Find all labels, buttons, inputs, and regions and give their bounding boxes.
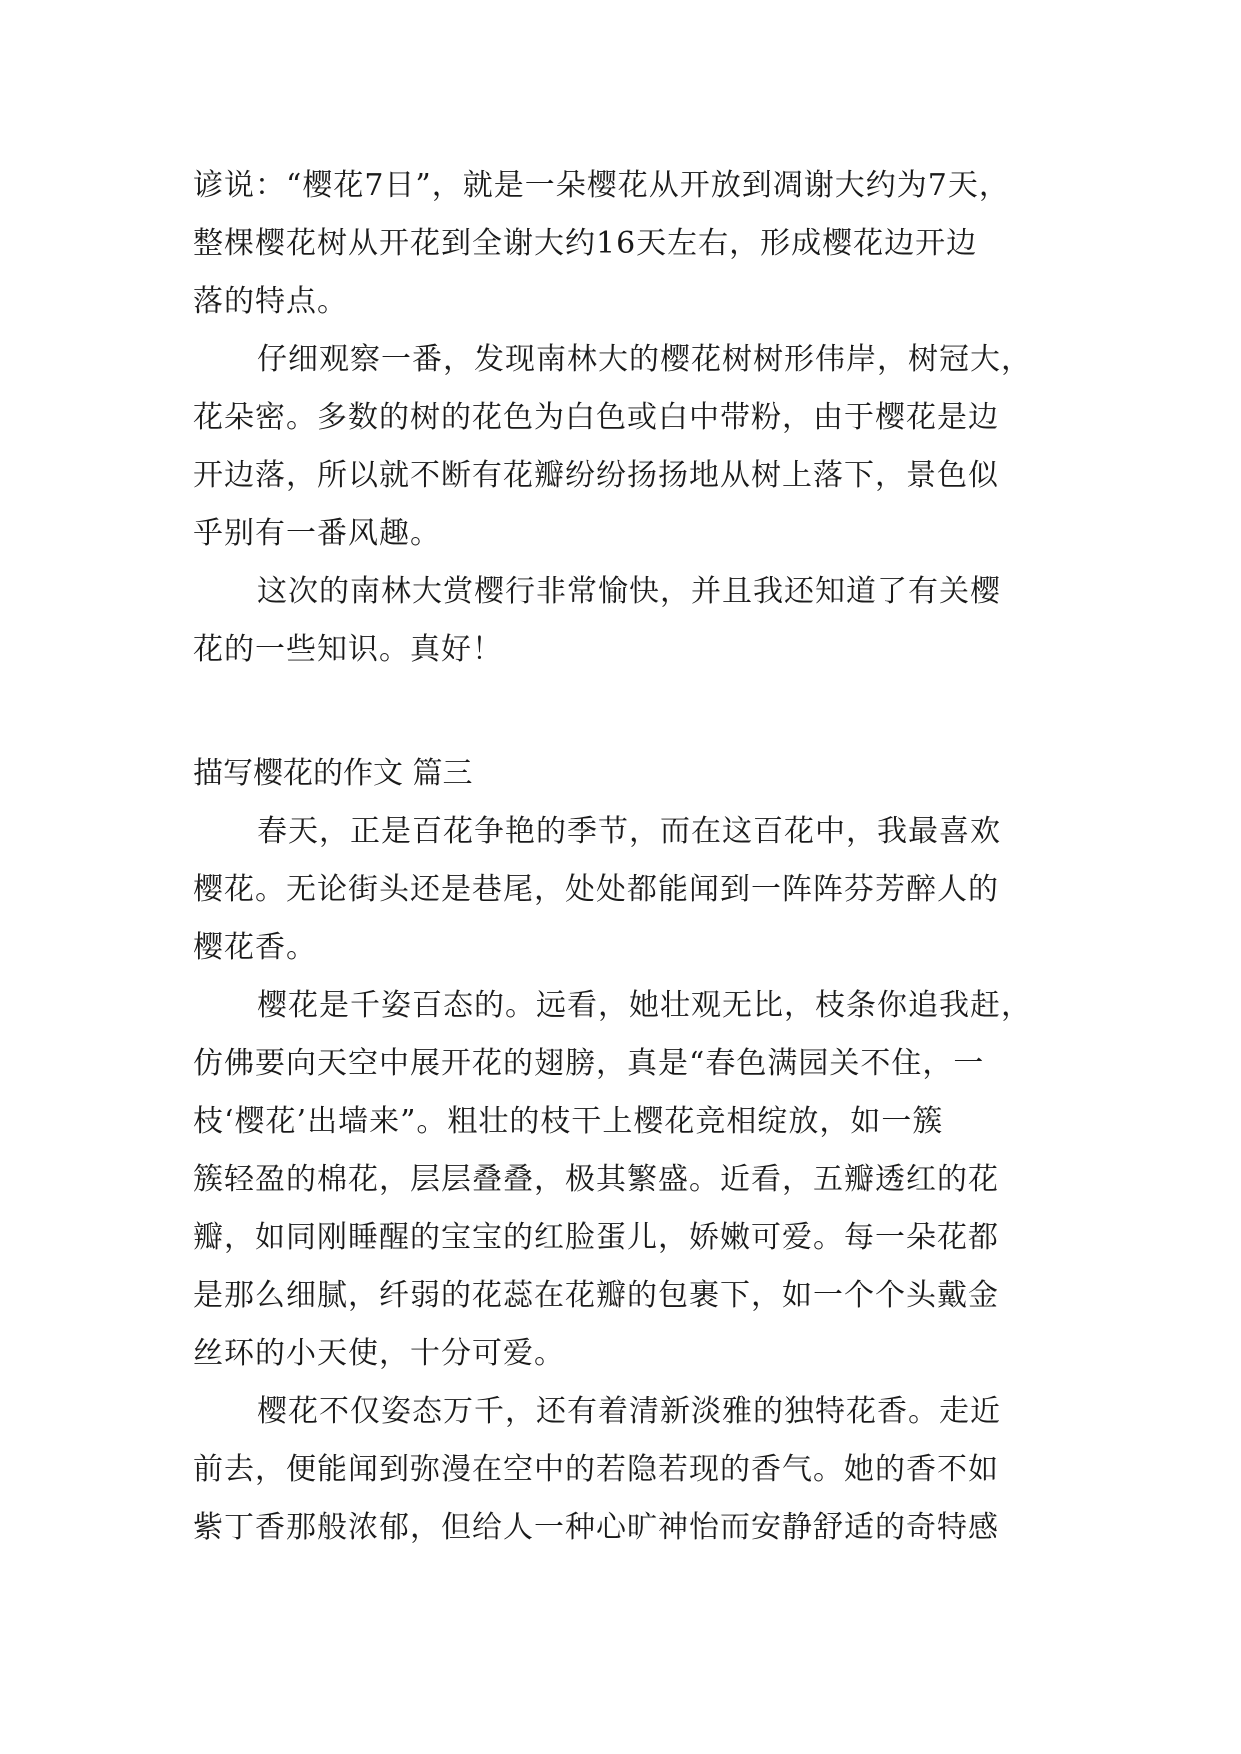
section-paragraph-3-line-3: 紫丁香那般浓郁，但给人一种心旷神怡而安静舒适的奇特感 — [193, 1510, 999, 1545]
section-paragraph-3-line-1: 樱花不仅姿态万千，还有着清新淡雅的独特花香。走近 — [257, 1394, 1001, 1429]
section-paragraph-2-line-3: 枝‘樱花’出墙来”。粗壮的枝干上樱花竞相绽放，如一簇 — [193, 1104, 944, 1139]
paragraph-1-line-2: 整棵樱花树从开花到全谢大约16天左右，形成樱花边开边 — [193, 226, 978, 261]
paragraph-1-line-3: 落的特点。 — [193, 284, 348, 319]
section-title: 描写樱花的作文 篇三 — [193, 756, 473, 791]
section-paragraph-2-line-6: 是那么细腻，纤弱的花蕊在花瓣的包裹下，如一个个头戴金 — [193, 1278, 999, 1313]
paragraph-2-line-4: 乎别有一番风趣。 — [193, 516, 441, 551]
paragraph-1-line-1: 谚说：“樱花7日”，就是一朵樱花从开放到凋谢大约为7天， — [193, 168, 1010, 203]
section-paragraph-1-line-1: 春天，正是百花争艳的季节，而在这百花中，我最喜欢 — [257, 814, 1001, 849]
section-paragraph-1-line-3: 樱花香。 — [193, 930, 317, 965]
paragraph-2-line-1: 仔细观察一番，发现南林大的樱花树树形伟岸，树冠大， — [257, 342, 1032, 377]
section-paragraph-2-line-7: 丝环的小天使，十分可爱。 — [193, 1336, 565, 1371]
section-paragraph-2-line-5: 瓣，如同刚睡醒的宝宝的红脸蛋儿，娇嫩可爱。每一朵花都 — [193, 1220, 999, 1255]
section-paragraph-3-line-2: 前去，便能闻到弥漫在空中的若隐若现的香气。她的香不如 — [193, 1452, 999, 1487]
section-paragraph-2-line-1: 樱花是千姿百态的。远看，她壮观无比，枝条你追我赶， — [257, 988, 1032, 1023]
paragraph-2-line-2: 花朵密。多数的树的花色为白色或白中带粉，由于樱花是边 — [193, 400, 999, 435]
paragraph-3-line-2: 花的一些知识。真好！ — [193, 632, 503, 667]
section-paragraph-2-line-4: 簇轻盈的棉花，层层叠叠，极其繁盛。近看，五瓣透红的花 — [193, 1162, 999, 1197]
section-paragraph-1-line-2: 樱花。无论街头还是巷尾，处处都能闻到一阵阵芬芳醉人的 — [193, 872, 999, 907]
section-paragraph-2-line-2: 仿佛要向天空中展开花的翅膀，真是“春色满园关不住，一 — [193, 1046, 985, 1081]
paragraph-2-line-3: 开边落，所以就不断有花瓣纷纷扬扬地从树上落下，景色似 — [193, 458, 999, 493]
paragraph-3-line-1: 这次的南林大赏樱行非常愉快，并且我还知道了有关樱 — [257, 574, 1001, 609]
